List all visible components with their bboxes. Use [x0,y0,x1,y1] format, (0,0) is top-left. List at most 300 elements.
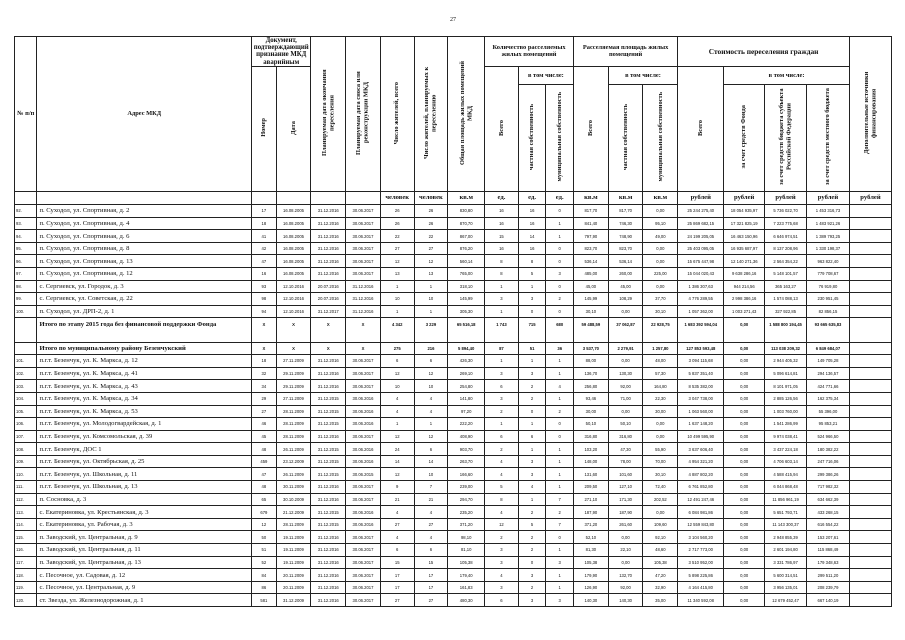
table-row [15,355,892,368]
cost-subject-budget-cell: 5 096 614,81 [765,367,807,380]
residents-cell: 1 [380,280,414,293]
area-municipal-cell: 30,00 [643,405,678,418]
cost-local-budget-cell: 524 966,50 [807,430,850,443]
count-total-cell: 1 [485,355,519,368]
cost-subject-budget-cell: 4 706 603,14 [765,455,807,468]
table-row [15,493,892,506]
cost-local-budget-cell: 153 207,61 [807,531,850,544]
residents-planned-cell: 26 [414,205,448,218]
area-relocated-total-cell: 59 488,59 [574,318,609,330]
address-cell: п. Суходол, ул. Спортивная, д. 8 [37,242,252,255]
residents-planned-cell: 3 229 [414,318,448,330]
count-private-cell: 0 [518,305,546,318]
residents-cell: 4 [380,531,414,544]
additional-sources-cell [849,531,891,544]
residents-planned-cell: 27 [414,518,448,531]
doc-date-cell: 19.11.2009 [276,556,311,569]
count-total-cell: 16 [485,242,519,255]
doc-date-cell: 21.12.2009 [276,506,311,519]
area-municipal-cell: 0,00 [643,255,678,268]
header-area-group: Расселяемая площадь жилых помещений [574,37,678,67]
area-municipal-cell: 30,10 [643,468,678,481]
cost-subject-budget-cell: 2 944 405,32 [765,355,807,368]
area-relocated-total-cell: 145,99 [574,293,609,306]
doc-number-cell: 51 [252,544,277,557]
count-municipal-cell: 7 [546,493,574,506]
residents-planned-cell: 12 [414,430,448,443]
area-private-cell: 71,00 [608,392,643,405]
cost-local-budget-cell: 149 705,28 [807,355,850,368]
address-cell: с. Екатериновка, ул. Крестьянская, д. 3 [37,506,252,519]
planned-end-cell: 31.12.2016 [311,242,346,255]
additional-sources-cell [849,205,891,218]
area-private-cell: 261,60 [608,518,643,531]
table-row [15,217,892,230]
doc-date-cell: 20.11.2009 [276,581,311,594]
cost-local-budget-cell: 115 868,49 [807,544,850,557]
cost-fund-cell: 0,00 [724,506,765,519]
area-total-cell: 867,00 [448,230,485,243]
count-total-cell: 8 [485,255,519,268]
area-municipal-cell: 109,60 [643,518,678,531]
area-relocated-total-cell: 797,90 [574,230,609,243]
additional-sources-cell [849,569,891,582]
count-private-cell: 6 [518,430,546,443]
cost-total-cell: 1 057 362,00 [678,305,724,318]
table-row [15,506,892,519]
count-municipal-cell: 0 [546,430,574,443]
area-relocated-total-cell: 30,10 [574,305,609,318]
cost-fund-cell: 1 003 271,43 [724,305,765,318]
planned-end-cell: 31.12.2015 [311,405,346,418]
cost-fund-cell: 0,00 [724,518,765,531]
count-total-cell: 3 [485,581,519,594]
cost-total-cell [678,330,724,342]
relocation-register-table [14,36,892,607]
row-number: 100. [15,305,37,318]
cost-local-budget-cell: 230 951,45 [807,293,850,306]
count-municipal-cell: 1 [546,544,574,557]
residents-planned-cell: 10 [414,293,448,306]
cost-total-cell: 25 403 095,05 [678,242,724,255]
address-cell: п.г.т. Безенчук, ул. Школьная, д. 11 [37,468,252,481]
area-total-cell: 145,99 [448,293,485,306]
cost-fund-cell: 0,00 [724,581,765,594]
doc-date-cell: 16.08.2005 [276,255,311,268]
count-total-cell: 6 [485,594,519,607]
additional-sources-cell [849,544,891,557]
row-number: 98. [15,280,37,293]
doc-number-cell: 34 [252,380,277,393]
count-municipal-cell: 3 [546,556,574,569]
area-relocated-total-cell: 81,30 [574,544,609,557]
cost-subject-budget-cell: 8 137 208,96 [765,242,807,255]
residents-cell: 12 [380,255,414,268]
cost-total-cell: 3 094 115,68 [678,355,724,368]
unit-cell: кв.м [608,192,643,205]
doc-number-cell: 27 [252,405,277,418]
count-private-cell: 16 [518,242,546,255]
area-total-cell: 5 894,40 [448,342,485,355]
table-row [15,468,892,481]
area-private-cell: 22,10 [608,544,643,557]
residents-cell: 10 [380,293,414,306]
planned-demolition-cell: 30.06.2017 [346,430,381,443]
address-cell: Итого по муниципальному району Безенчукский [37,342,252,355]
count-total-cell: 5 [485,481,519,494]
planned-demolition-cell: X [346,342,381,355]
count-total-cell: 4 [485,506,519,519]
area-total-cell: 179,40 [448,569,485,582]
address-cell: п. Суходол, ул. Спортивная, д. 4 [37,217,252,230]
additional-sources-cell [849,430,891,443]
area-private-cell: 0,00 [608,405,643,418]
additional-sources-cell [849,255,891,268]
cost-local-budget-cell: 6 849 684,07 [807,342,850,355]
unit-cell: человек [414,192,448,205]
doc-number-cell: 47 [252,468,277,481]
cost-local-budget-cell: 179 348,63 [807,556,850,569]
area-private-cell: 92,00 [608,581,643,594]
cost-total-cell: 25 244 275,40 [678,205,724,218]
unit-cell: ед. [518,192,546,205]
area-municipal-cell: 225,00 [643,267,678,280]
residents-cell: 4 [380,392,414,405]
count-private-cell: 2 [518,544,546,557]
cost-local-budget-cell: 1 389 793,25 [807,230,850,243]
area-private-cell: 0,00 [608,305,643,318]
total-row [15,342,892,355]
area-relocated-total-cell: 131,60 [574,468,609,481]
count-municipal-cell: 4 [546,380,574,393]
count-total-cell: 1 [485,305,519,318]
area-municipal-cell: 57,30 [643,367,678,380]
cost-total-cell: 3 637 606,40 [678,443,724,456]
cost-subject-budget-cell: 7 223 775,68 [765,217,807,230]
count-private-cell: 3 [518,569,546,582]
residents-planned-cell: 4 [414,506,448,519]
unit-cell: рублей [724,192,765,205]
additional-sources-cell [849,581,891,594]
planned-end-cell: 31.12.2016 [311,267,346,280]
area-private-cell: 748,90 [608,230,643,243]
count-total-cell: 2 [485,405,519,418]
count-municipal-cell: 3 [546,594,574,607]
area-municipal-cell: 22 928,75 [643,318,678,330]
cost-total-cell: 12 559 843,80 [678,518,724,531]
cost-subject-budget-cell: 9 974 038,41 [765,430,807,443]
header-cost-subject-budget: за счет средств бюджета субъекта Российской Федерации [765,84,807,191]
area-private-cell: 817,70 [608,205,643,218]
cost-subject-budget-cell: 8 101 971,05 [765,380,807,393]
cost-subject-budget-cell: 6 044 868,48 [765,481,807,494]
doc-date-cell: 31.12.2009 [276,594,311,607]
doc-number-cell: 48 [252,443,277,456]
area-total-cell: 263,70 [448,455,485,468]
doc-number-cell: 48 [252,481,277,494]
area-private-cell: 37 062,87 [608,318,643,330]
area-municipal-cell: 0,00 [643,280,678,293]
planned-demolition-cell: 30.06.2017 [346,367,381,380]
count-total-cell: 3 [485,392,519,405]
cost-total-cell: 11 340 592,08 [678,594,724,607]
row-number: 111. [15,481,37,494]
count-municipal-cell: 0 [546,280,574,293]
area-total-cell: 903,70 [448,443,485,456]
doc-number-cell: 32 [252,367,277,380]
cost-local-budget-cell: 1 330 198,37 [807,242,850,255]
area-relocated-total-cell: 148,00 [574,455,609,468]
area-total-cell: 105,38 [448,556,485,569]
residents-cell [380,330,414,342]
count-total-cell: 6 [485,380,519,393]
residents-cell: 12 [380,430,414,443]
area-total-cell: 560,14 [448,255,485,268]
table-row [15,255,892,268]
table-row [15,518,892,531]
table-row [15,531,892,544]
table-row [15,594,892,607]
planned-end-cell: 31.12.2016 [311,544,346,557]
planned-end-cell: 31.12.2016 [311,230,346,243]
row-number: 115. [15,531,37,544]
additional-sources-cell [849,330,891,342]
address-cell: п. Заводский, ул. Центральная, д. 9 [37,531,252,544]
count-private-cell: 1 [518,418,546,431]
doc-date-cell: 29.11.2009 [276,367,311,380]
row-number: 107. [15,430,37,443]
count-private-cell: 2 [518,581,546,594]
count-private-cell: 2 [518,392,546,405]
cost-local-budget-cell: 180 382,22 [807,443,850,456]
residents-planned-cell: 4 [414,392,448,405]
cost-total-cell: 4 887 802,20 [678,468,724,481]
cost-total-cell: 5 837 351,40 [678,367,724,380]
cost-subject-budget-cell: 1 541 286,99 [765,418,807,431]
address-cell: п.г.т. Безенчук, ул. Молодогвардейская, д. 1 [37,418,252,431]
area-municipal-cell: 0,00 [643,205,678,218]
count-municipal-cell: 1 [546,230,574,243]
count-total-cell: 15 [485,230,519,243]
area-private-cell: 108,29 [608,293,643,306]
count-private-cell: 3 [518,455,546,468]
header-count-private: частная собственность [518,84,546,191]
header-area-including: в том числе: [608,66,678,84]
area-relocated-total-cell: 371,20 [574,518,609,531]
row-number: 110. [15,468,37,481]
doc-date-cell: 28.11.2009 [276,405,311,418]
planned-demolition-cell: 30.06.2017 [346,242,381,255]
address-cell: п.г.т. Безенчук, ул. К. Маркса, д. 41 [37,367,252,380]
cost-subject-budget-cell: 1 588 800 194,45 [765,318,807,330]
residents-planned-cell [414,330,448,342]
cost-local-budget-cell: 1 453 316,73 [807,205,850,218]
planned-end-cell: 31.12.2016 [311,556,346,569]
cost-local-budget-cell: 717 982,32 [807,481,850,494]
area-municipal-cell: 1 257,80 [643,342,678,355]
additional-sources-cell [849,380,891,393]
unit-cell: рублей [849,192,891,205]
area-private-cell: 187,90 [608,506,643,519]
area-total-cell: 830,80 [448,205,485,218]
header-cost-group: Стоимость переселения граждан [678,37,850,67]
cost-fund-cell: 16 935 687,97 [724,242,765,255]
count-total-cell: 4 [485,468,519,481]
count-municipal-cell: 0 [546,205,574,218]
cost-total-cell: 3 047 738,00 [678,392,724,405]
cost-subject-budget-cell: 327 922,85 [765,305,807,318]
count-private-cell: 5 [518,267,546,280]
planned-demolition-cell [346,330,381,342]
additional-sources-cell [849,493,891,506]
cost-local-budget-cell: 294 136,57 [807,367,850,380]
cost-total-cell: 6 761 852,80 [678,481,724,494]
count-municipal-cell: 2 [546,293,574,306]
cost-fund-cell: 0,00 [724,392,765,405]
area-private-cell: 78,00 [608,455,643,468]
area-relocated-total-cell: 93,46 [574,392,609,405]
area-private-cell [608,330,643,342]
doc-number-cell: X [252,318,277,330]
cost-total-cell: 8 535 382,00 [678,380,724,393]
residents-cell: 13 [380,267,414,280]
area-municipal-cell [643,330,678,342]
area-private-cell: 101,60 [608,468,643,481]
residents-cell: 22 [380,230,414,243]
count-private-cell: 51 [518,342,546,355]
area-relocated-total-cell: 187,90 [574,506,609,519]
cost-subject-budget-cell: 11 856 961,19 [765,493,807,506]
cost-total-cell: 15 675 447,98 [678,255,724,268]
area-total-cell: 426,30 [448,355,485,368]
doc-number-cell: 86 [252,581,277,594]
cost-fund-cell: 0,00 [724,481,765,494]
area-total-cell: 65 516,18 [448,318,485,330]
area-total-cell: 876,20 [448,242,485,255]
planned-demolition-cell: 30.06.2017 [346,531,381,544]
doc-date-cell: 30.10.2009 [276,493,311,506]
cost-total-cell: 12 491 247,46 [678,493,724,506]
residents-planned-cell: 15 [414,556,448,569]
area-municipal-cell: 32,90 [643,581,678,594]
planned-end-cell: 20.07.2016 [311,280,346,293]
planned-end-cell: 31.12.2016 [311,205,346,218]
residents-cell: 26 [380,205,414,218]
cost-total-cell: 5 898 225,86 [678,569,724,582]
residents-cell: 24 [380,443,414,456]
count-municipal-cell: 1 [546,581,574,594]
cost-fund-cell: 17 321 825,19 [724,217,765,230]
doc-number-cell: 679 [252,506,277,519]
doc-date-cell: 16.08.2005 [276,242,311,255]
cost-local-budget-cell: 55 396,00 [807,405,850,418]
planned-demolition-cell: 30.06.2017 [346,230,381,243]
additional-sources-cell [849,443,891,456]
area-relocated-total-cell: 841,40 [574,217,609,230]
count-total-cell: 3 [485,367,519,380]
cost-subject-budget-cell: 3 331 786,97 [765,556,807,569]
table-row [15,293,892,306]
doc-date-cell: 26.11.2009 [276,443,311,456]
table-row [15,392,892,405]
cost-subject-budget-cell: 5 148 101,57 [765,267,807,280]
doc-number-cell [252,330,277,342]
doc-date-cell: 28.11.2009 [276,430,311,443]
count-private-cell: 0 [518,405,546,418]
row-number: 120. [15,594,37,607]
row-number [15,330,37,342]
cost-local-budget-cell: 616 554,22 [807,518,850,531]
area-municipal-cell: 72,40 [643,481,678,494]
area-relocated-total-cell: 140,30 [574,594,609,607]
cost-fund-cell: 0,00 [724,318,765,330]
planned-end-cell: X [311,342,346,355]
address-cell: п. Заводский, ул. Центральная, д. 13 [37,556,252,569]
doc-date-cell: 12.10.2016 [276,305,311,318]
area-private-cell: 0,00 [608,531,643,544]
address-cell: с. Екатериновка, ул. Рабочая, д. 3 [37,518,252,531]
count-municipal-cell: 0 [546,418,574,431]
cost-local-budget-cell: 299 386,26 [807,468,850,481]
area-total-cell: 870,70 [448,217,485,230]
additional-sources-cell [849,367,891,380]
address-cell: п. Суходол, ул. Спортивная, д. 6 [37,230,252,243]
count-private-cell: 3 [518,594,546,607]
row-number: 118. [15,569,37,582]
count-private-cell: 16 [518,217,546,230]
count-municipal-cell: 1 [546,481,574,494]
residents-planned-cell: 12 [414,367,448,380]
planned-demolition-cell: 30.06.2017 [346,544,381,557]
doc-number-cell: 16 [252,267,277,280]
planned-end-cell: 31.12.2015 [311,518,346,531]
cost-subject-budget-cell: 4 588 415,94 [765,468,807,481]
table-row [15,242,892,255]
residents-cell: 27 [380,242,414,255]
table-row [15,430,892,443]
unit-cell: кв.м [574,192,609,205]
area-municipal-cell: 0,00 [643,506,678,519]
cost-fund-cell: 2 998 386,16 [724,293,765,306]
table-row [15,581,892,594]
additional-sources-cell [849,342,891,355]
cost-subject-budget-cell: 2 885 126,56 [765,392,807,405]
residents-cell: 4 [380,506,414,519]
residents-planned-cell: 17 [414,581,448,594]
unit-cell: человек [380,192,414,205]
residents-cell: 21 [380,493,414,506]
planned-end-cell: 31.12.2015 [311,443,346,456]
count-private-cell: 4 [518,481,546,494]
cost-local-budget-cell: 162 375,34 [807,392,850,405]
planned-demolition-cell: 30.06.2017 [346,205,381,218]
planned-demolition-cell: 30.06.2017 [346,493,381,506]
count-municipal-cell: 1 [546,468,574,481]
cost-local-budget-cell: 82 856,15 [807,305,850,318]
header-count-total: Всего [485,66,519,191]
row-number [15,342,37,355]
count-private-cell: 3 [518,468,546,481]
planned-end-cell: 31.12.2016 [311,217,346,230]
area-relocated-total-cell: 271,10 [574,493,609,506]
cost-local-budget-cell: 433 268,15 [807,506,850,519]
cost-total-cell: 1 386 307,63 [678,280,724,293]
additional-sources-cell [849,305,891,318]
cost-local-budget-cell: 963 822,40 [807,255,850,268]
area-private-cell: 746,30 [608,217,643,230]
count-municipal-cell: 0 [546,242,574,255]
header-area-municipal: муниципальная собственность [643,84,678,191]
